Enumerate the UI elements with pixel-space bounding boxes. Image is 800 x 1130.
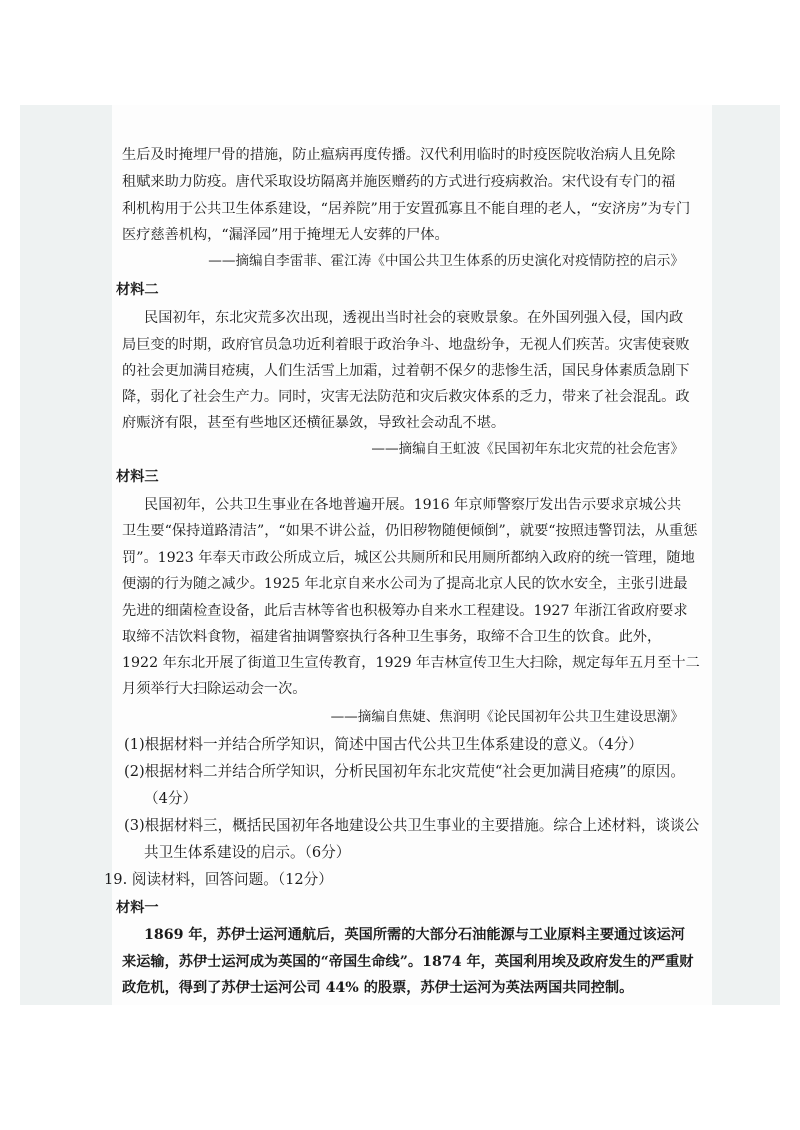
paragraph-line: 利机构用于公共卫生体系建设，“居养院”用于安置孤寡且不能自理的老人，“安济房”为专门 bbox=[122, 201, 691, 217]
paragraph-line: 民国初年，公共卫生事业在各地普遍开展。1916 年京师警察厅发出告示要求京城公共 bbox=[144, 497, 682, 513]
paragraph-line: 民国初年，东北灾荒多次出现，透视出当时社会的衰败景象。在外国列强入侵，国内政 bbox=[144, 310, 684, 326]
paragraph-line: 卫生要“保持道路清洁”，“如果不讲公益，仍旧秽物随便倾倒”，就要“按照违警罚法，从重惩 bbox=[122, 523, 698, 539]
paragraph-line: 局巨变的时期，政府官员急功近利着眼于政治争斗、地盘纷争，无视人们疾苦。灾害使衰败 bbox=[122, 337, 690, 353]
paragraph-line: 月须举行大扫除运动会一次。 bbox=[122, 681, 307, 697]
paragraph-line: 便溺的行为随之减少。1925 年北京自来水公司为了提高北京人民的饮水安全，主张引进最 bbox=[122, 576, 688, 592]
paragraph-line: 1869 年，苏伊士运河通航后，英国所需的大部分石油能源与工业原料主要通过该运河 bbox=[144, 927, 685, 943]
question-3: (3)根据材料三，概括民国初年各地建设公共卫生事业的主要措施。综合上述材料，谈谈公 bbox=[124, 817, 700, 834]
material-heading: 材料二 bbox=[116, 282, 159, 298]
question-19-title: 19. 阅读材料，回答问题。（12分） bbox=[104, 871, 333, 888]
source-citation: ——摘编自李雷菲、霍江涛《中国公共卫生体系的历史演化对疫情防控的启示》 bbox=[208, 253, 684, 269]
material-heading: 材料一 bbox=[116, 900, 159, 916]
scan-margin-right bbox=[712, 105, 780, 1005]
question-3-cont: 共卫生体系建设的启示。（6分） bbox=[144, 844, 351, 861]
paragraph-line: 罚”。1923 年奉天市政公所成立后，城区公共厕所和民用厕所都纳入政府的统一管理，随地 bbox=[122, 550, 695, 566]
paragraph-line: 政危机，得到了苏伊士运河公司 44% 的股票，苏伊士运河为英法两国共同控制。 bbox=[122, 980, 634, 996]
question-1: (1)根据材料一并结合所学知识，简述中国古代公共卫生体系建设的意义。（4分） bbox=[124, 736, 643, 753]
material-heading: 材料三 bbox=[116, 469, 159, 485]
paragraph-line: 租赋来助力防疫。唐代采取设坊隔离并施医赠药的方式进行疫病救治。宋代设有专门的福 bbox=[122, 174, 676, 190]
scan-margin-left bbox=[20, 105, 112, 1005]
paragraph-line: 的社会更加满目疮痍，人们生活雪上加霜，过着朝不保夕的悲惨生活，国民身体素质急剧下 bbox=[122, 363, 690, 379]
question-2-points: （4分） bbox=[144, 790, 198, 807]
paragraph-line: 先进的细菌检查设备，此后吉林等省也积极筹办自来水工程建设。1927 年浙江省政府要求 bbox=[122, 603, 688, 619]
paragraph-line: 生后及时掩埋尸骨的措施，防止瘟病再度传播。汉代利用临时的时疫医院收治病人且免除 bbox=[122, 147, 676, 163]
source-citation: ——摘编自焦婕、焦润明《论民国初年公共卫生建设思潮》 bbox=[330, 709, 684, 725]
paragraph-line: 取缔不洁饮料食物，福建省抽调警察执行各种卫生事务，取缔不合卫生的饮食。此外， bbox=[122, 629, 662, 645]
exam-page bbox=[104, 105, 712, 1005]
paragraph-line: 1922 年东北开展了街道卫生宣传教育，1929 年吉林宣传卫生大扫除，规定每年五月至十二 bbox=[122, 655, 700, 671]
question-2: (2)根据材料二并结合所学知识，分析民国初年东北灾荒使“社会更加满目疮痍”的原因。 bbox=[124, 763, 685, 780]
paragraph-line: 来运输，苏伊士运河成为英国的“帝国生命线”。1874 年，英国利用埃及政府发生的严重财 bbox=[122, 954, 694, 970]
paragraph-line: 降，弱化了社会生产力。同时，灾害无法防范和灾后救灾体系的乏力，带来了社会混乱。政 bbox=[122, 389, 690, 405]
paragraph-line: 府赈济有限，甚至有些地区还横征暴敛，导致社会动乱不堪。 bbox=[122, 415, 506, 431]
source-citation: ——摘编自王虹波《民国初年东北灾荒的社会危害》 bbox=[371, 441, 684, 457]
paragraph-line: 医疗慈善机构，“漏泽园”用于掩埋无人安葬的尸体。 bbox=[122, 227, 449, 243]
